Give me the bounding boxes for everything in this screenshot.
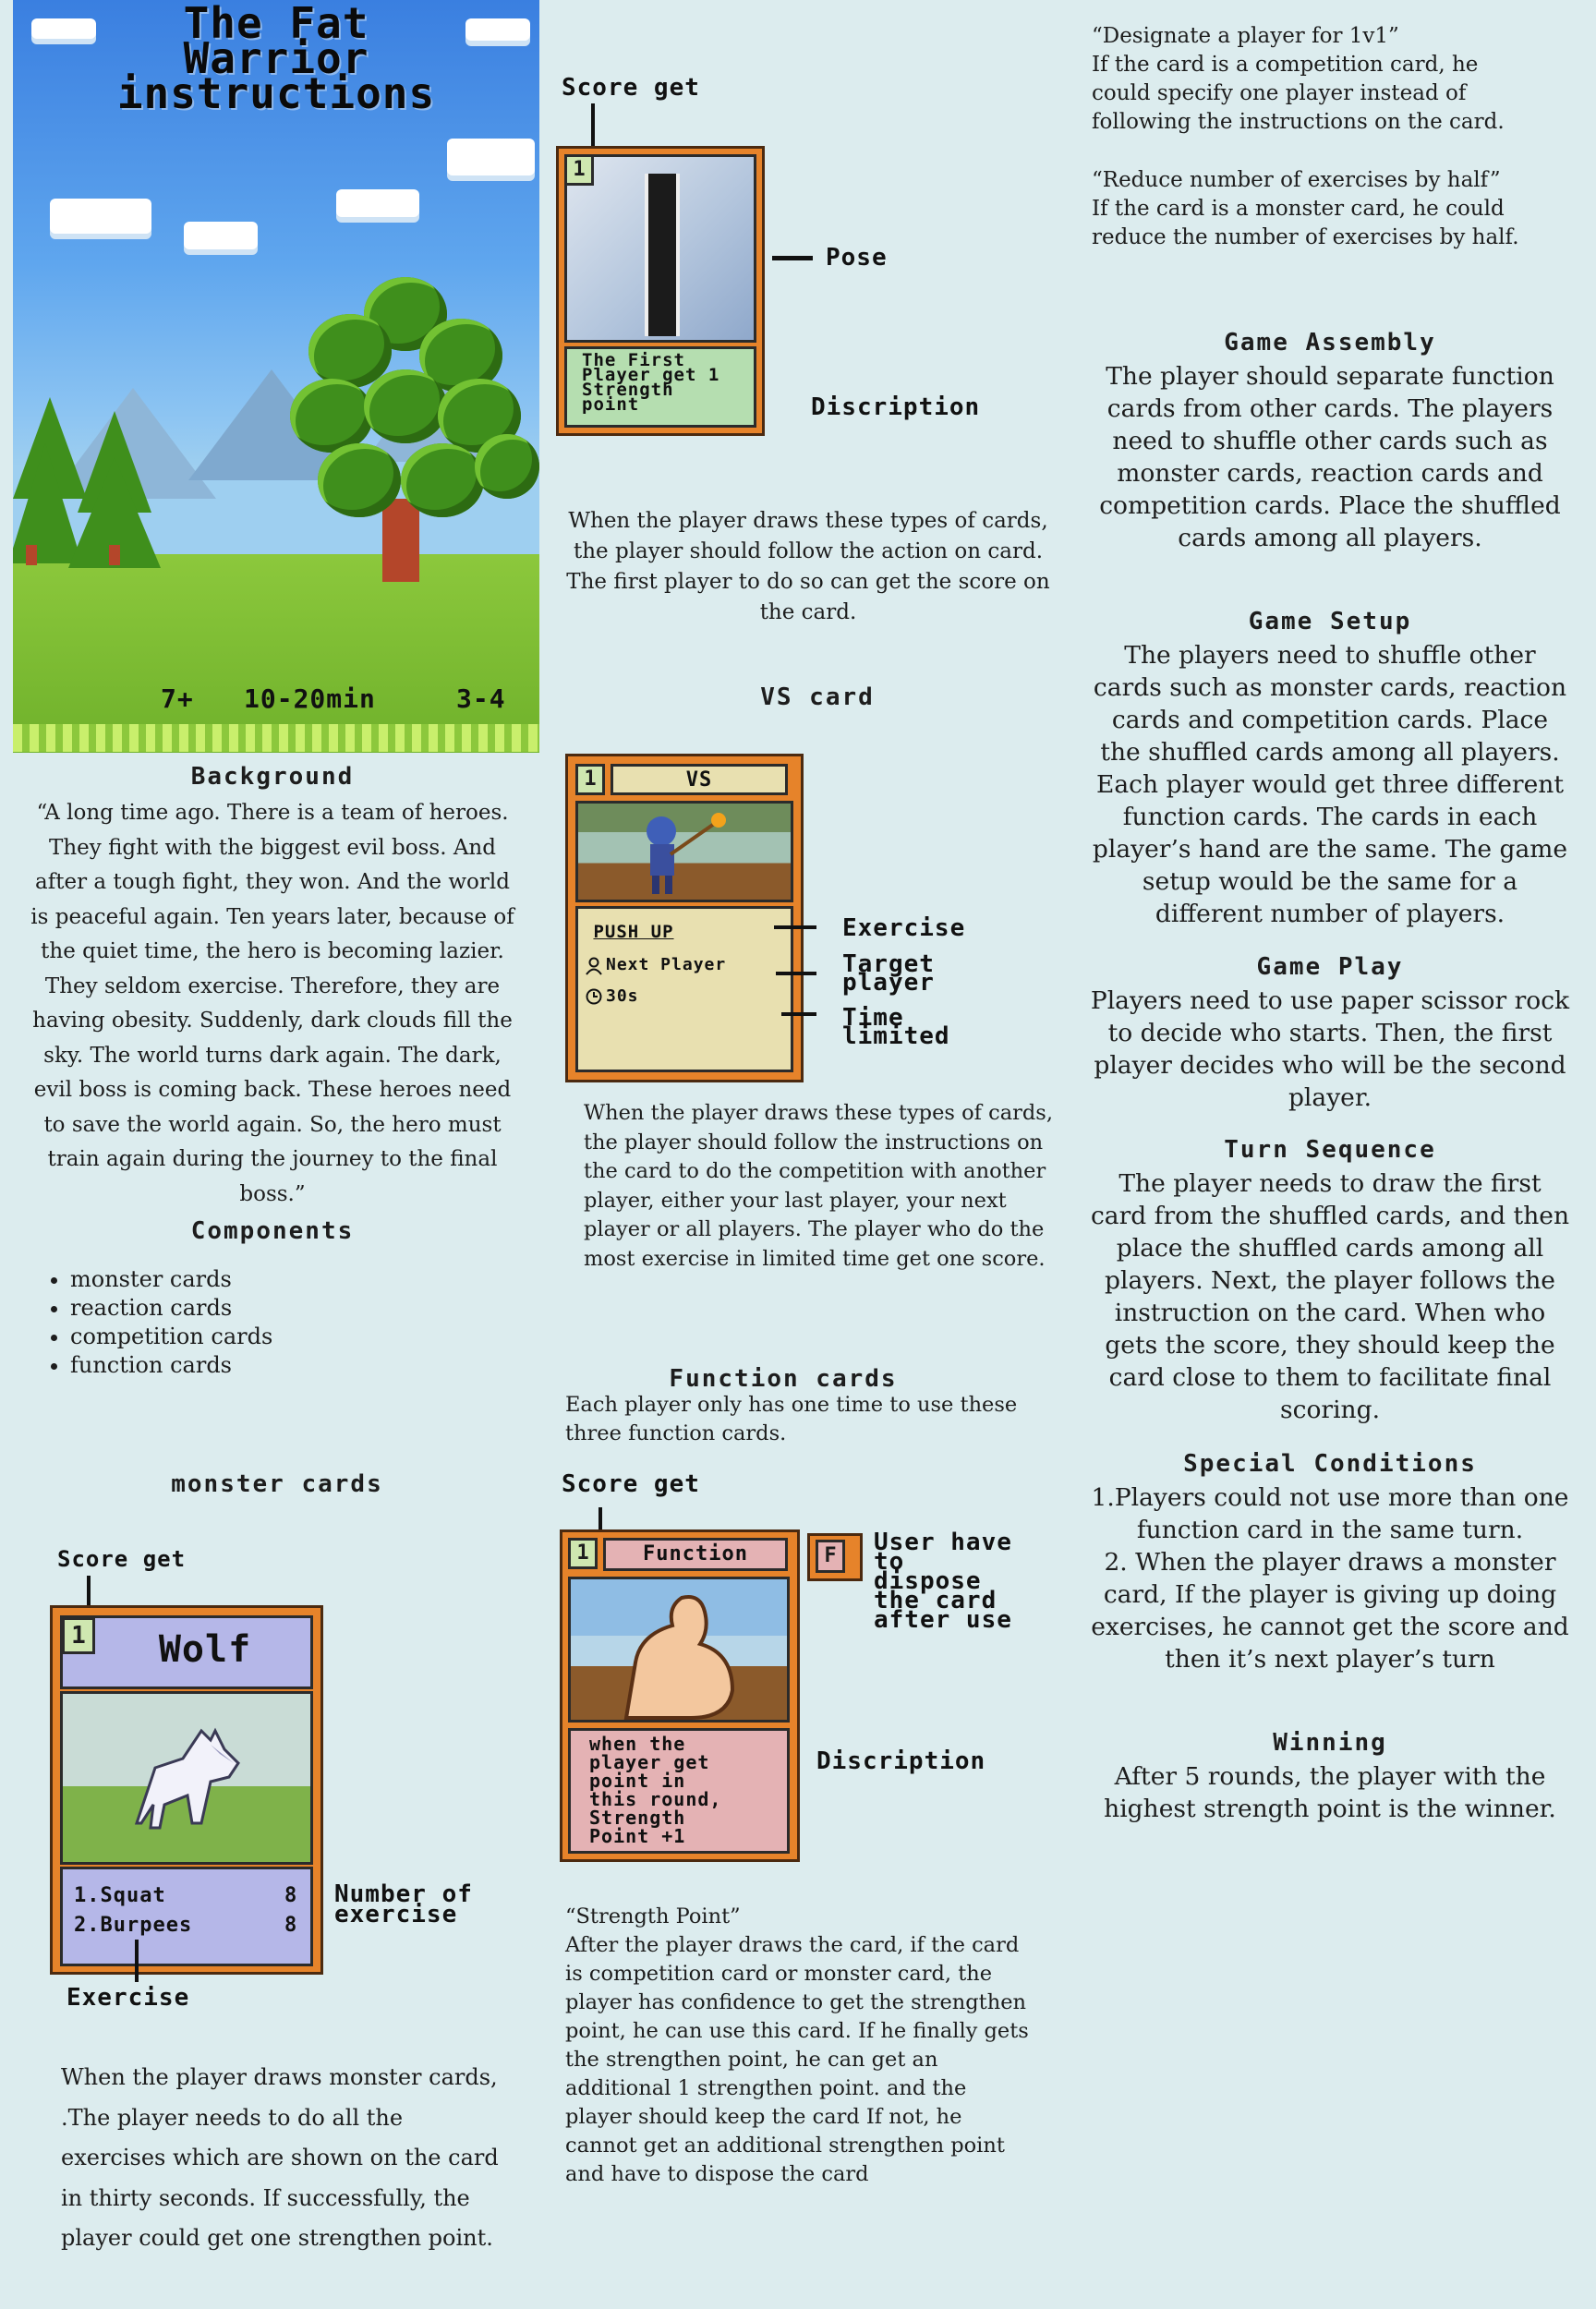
function-card [560, 1529, 800, 1862]
function-intro: Each player only has one time to use these three function cards. [565, 1393, 1018, 1445]
exercise-label: Exercise [66, 1984, 190, 2012]
reaction-card-text: The First Player get 1 Strength point [564, 346, 756, 428]
reaction-card [556, 146, 765, 436]
vs-image [575, 801, 793, 902]
cover-title: The Fat Warrior instructions [116, 0, 436, 118]
vs-heading: VS card [760, 683, 875, 711]
age-label: 7+ [161, 683, 194, 714]
duration-label: 10-20min [244, 683, 376, 714]
function-title: Function [603, 1538, 788, 1571]
background-heading: Background [190, 763, 355, 791]
tree-foliage [318, 443, 401, 517]
score-badge: 1 [568, 1538, 598, 1569]
components-heading: Components [190, 1217, 355, 1245]
list-item: • competition cards [70, 1323, 272, 1351]
description-label: Discription [816, 1747, 986, 1775]
list-item: • reaction cards [70, 1294, 272, 1323]
components-list [46, 1265, 272, 1380]
exercise-1: 1.Squat [74, 1884, 166, 1907]
section-text: The players need to shuffle other cards such as monster cards, reaction cards and competition cards. Place the shuffled cards among all players. Each player would get three different function cards. The cards in each player’s hand are the same. The game setup would be the same for a different number of players. [1092, 641, 1568, 928]
exercise-label: Exercise [842, 914, 966, 942]
target-label: Target player [842, 950, 935, 997]
score-badge: 1 [564, 154, 594, 186]
tree-foliage [364, 369, 447, 443]
pose-label: Pose [826, 244, 888, 272]
leader-line [772, 256, 813, 260]
leader-line [776, 972, 816, 975]
dispose-label: User have to dispose the card after use [874, 1529, 1012, 1634]
number-label: Number of exercise [334, 1880, 473, 1928]
section-heading: Game Setup [1248, 608, 1412, 635]
section-heading: Turn Sequence [1224, 1136, 1436, 1164]
description-label: Discription [811, 393, 981, 421]
vs-info-panel [575, 906, 793, 1072]
reaction-text: When the player draws these types of cards, the player should follow the action on card. The first player to do so can get the score on the card. [566, 509, 1050, 624]
tree-trunk [26, 545, 37, 565]
cloud [50, 199, 151, 234]
exercise-1-count: 8 [284, 1884, 298, 1907]
score-badge: 1 [575, 764, 605, 795]
leader-line [591, 103, 595, 150]
leader-line [774, 925, 816, 929]
clock-icon [586, 988, 602, 1005]
players-label: 3-4 [456, 683, 506, 714]
section-text: The player should separate function cards from other cards. The players need to shuffle other cards such as monster cards, reaction cards and competition cards. Place the shuffled cards among all players. [1099, 362, 1561, 552]
monster-heading: monster cards [171, 1470, 383, 1498]
dispose-tag [807, 1533, 863, 1581]
function-image [568, 1577, 790, 1723]
tree-trunk [382, 499, 419, 582]
cover-illustration [13, 0, 539, 753]
hero-icon [578, 804, 791, 900]
cover-border [13, 724, 539, 752]
tree-foliage [401, 443, 484, 517]
score-label: Score get [562, 74, 700, 102]
exercise-2-count: 8 [284, 1914, 298, 1937]
vs-time: 30s [606, 986, 639, 1006]
tree-foliage [475, 434, 539, 499]
section-text: The player needs to draw the first card from the shuffled cards, and then place the shuffled cards among all players. Next, the player follows the instruction on the card. When who gets the score, they should keep the card close to them to facilitate final scoring. [1090, 1169, 1570, 1424]
leader-line [781, 1012, 816, 1016]
special-ability-2: “Reduce number of exercises by half” If the card is a monster card, he could reduce the number of exercises by half. [1092, 168, 1519, 249]
list-item: • monster cards [70, 1265, 272, 1294]
section-text: After 5 rounds, the player with the highest strength point is the winner. [1104, 1762, 1556, 1823]
score-label: Score get [57, 1546, 187, 1572]
section-heading: Game Play [1256, 953, 1404, 981]
function-heading: Function cards [669, 1365, 898, 1393]
cloud [184, 222, 258, 249]
section-text: 1.Players could not use more than one function card in the same turn. 2. When the player draws a monster card, If the player is giving up doing exercises, he cannot get the score and then it’s next player’s turn [1091, 1483, 1569, 1674]
leader-line [135, 1940, 139, 1982]
section-text: Players need to use paper scissor rock to decide who starts. Then, the first player decides who will be the second player. [1090, 986, 1570, 1112]
pose-figure [645, 174, 680, 336]
person-icon [586, 957, 602, 973]
grass-field [13, 554, 539, 753]
vs-exercise: PUSH UP [593, 922, 674, 942]
cloud [336, 189, 419, 217]
vs-card [565, 754, 804, 1082]
vs-text: When the player draws these types of cards, the player should follow the instructions on the card to do the competition with another player, either your last player, your next player or all players. The player who do the most exercise in limited time get one score. [584, 1101, 1053, 1271]
list-item: • function cards [70, 1351, 272, 1380]
tag-letter: F [816, 1540, 845, 1573]
muscle-arm-icon [571, 1579, 787, 1720]
section-heading: Special Conditions [1183, 1450, 1477, 1478]
vs-target: Next Player [606, 955, 727, 974]
vs-title: VS [611, 764, 788, 795]
score-badge: 1 [62, 1617, 95, 1654]
section-heading: Winning [1273, 1729, 1387, 1757]
monster-image [60, 1691, 313, 1865]
score-label: Score get [562, 1470, 700, 1498]
tree-trunk [109, 545, 120, 565]
monster-name: Wolf [158, 1628, 252, 1671]
exercise-panel [60, 1867, 313, 1966]
background-text: “A long time ago. There is a team of heroes. They fight with the biggest evil boss. And after a tough fight, they won. And the world is peaceful again. Ten years later, because of the quiet time, the hero is becoming lazier. They seldom exercise. Therefore, they are having obesity. Suddenly, dark clouds fill the sky. The world turns dark again. The dark, evil boss is coming back. These heroes need to save the world again. So, the hero must train again during the journey to the final boss.” [30, 801, 514, 1206]
section-heading: Game Assembly [1224, 329, 1436, 357]
function-card-text: when the player get point in this round, Strength Point +1 [568, 1728, 790, 1854]
function-text: “Strength Point” After the player draws the card, if the card is competition card or monster card, the player has confidence to get the strengthen point, he can use this card. If he finally gets the strengthen point, he can get an additional 1 strengthen point. and the player should keep the card If not, he cannot get an additional strengthen point and have to dispose the card [565, 1904, 1029, 2186]
tree-foliage [290, 379, 373, 453]
wolf-icon [63, 1694, 310, 1862]
monster-text: When the player draws monster cards, .The player needs to do all the exercises which are shown on the card in thirty seconds. If successfully, the player could get one strengthen point. [61, 2064, 499, 2251]
cloud [447, 139, 535, 175]
exercise-2: 2.Burpees [74, 1914, 193, 1937]
monster-card [50, 1605, 323, 1975]
time-label: Time limited [842, 1004, 950, 1050]
special-ability-1: “Designate a player for 1v1” If the card is a competition card, he could specify one player instead of following the instructions on the card. [1092, 24, 1505, 134]
